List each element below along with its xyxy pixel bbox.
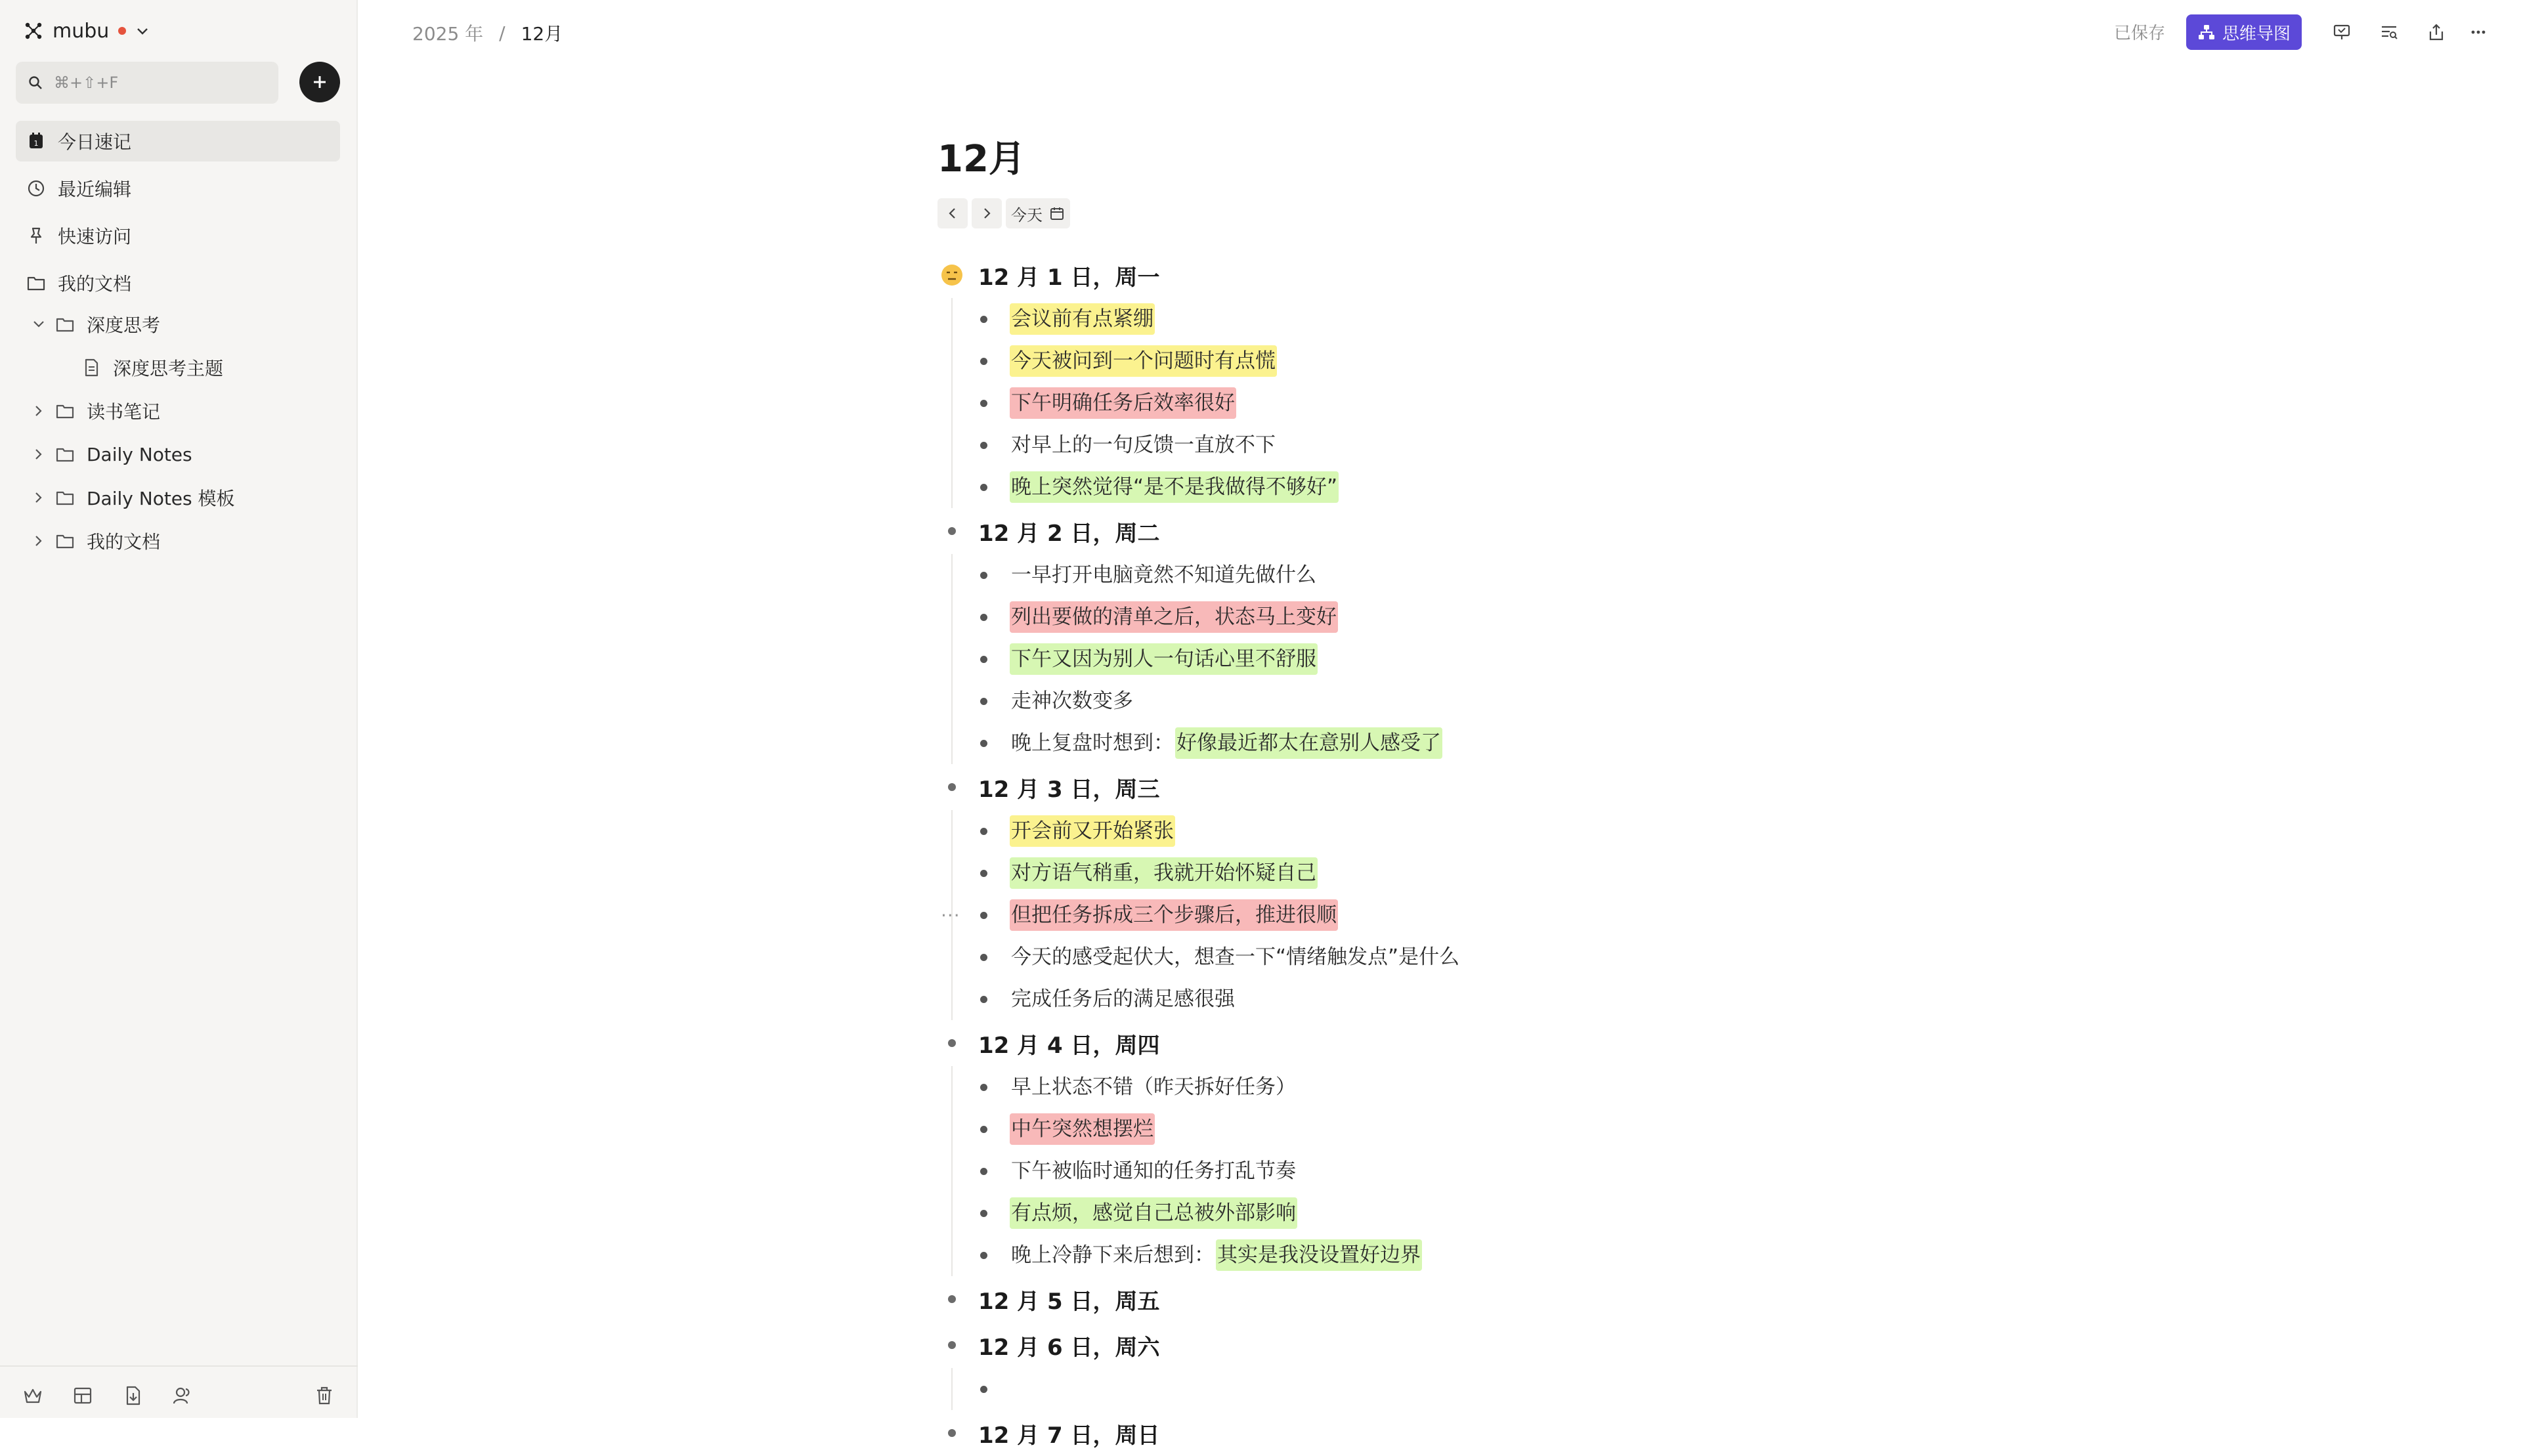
bullet-icon[interactable] xyxy=(980,1168,987,1175)
document-tree xyxy=(16,303,340,563)
tree-item-label: Daily Notes xyxy=(87,443,192,465)
bullet-icon[interactable] xyxy=(948,1429,956,1437)
bullet-icon[interactable] xyxy=(948,1295,956,1303)
chevron-right-icon[interactable] xyxy=(30,402,47,419)
bullet-icon[interactable] xyxy=(980,996,987,1003)
calendar-icon[interactable] xyxy=(1049,205,1065,221)
bullet-icon[interactable] xyxy=(980,1126,987,1133)
day-heading[interactable] xyxy=(937,764,1988,810)
sidebar-item-label: 今日速记 xyxy=(58,131,132,153)
bullet-icon[interactable] xyxy=(980,1252,987,1259)
list-item-highlight-text: 其实是我没设置好边界 xyxy=(1216,1239,1422,1271)
date-navigation xyxy=(937,198,1070,228)
list-item[interactable] xyxy=(972,466,1988,508)
list-item-text: 完成任务后的满足感很强 xyxy=(1011,987,1235,1011)
list-item-text: 下午明确任务后效率很好 xyxy=(1010,387,1236,419)
sidebar-item-my-documents[interactable] xyxy=(16,263,340,303)
day-heading-label: 12 月 3 日，周三 xyxy=(978,776,1160,803)
day-heading[interactable] xyxy=(937,508,1988,554)
chevron-right-icon[interactable] xyxy=(30,532,47,549)
list-item-text: 会议前有点紧绷 xyxy=(1010,303,1155,335)
drag-handle-icon[interactable]: ··· xyxy=(941,905,960,926)
list-item[interactable] xyxy=(972,298,1988,340)
list-item-text: 一早打开电脑竟然不知道先做什么 xyxy=(1011,563,1316,587)
sidebar-item-recent[interactable] xyxy=(16,168,340,209)
bullet-icon[interactable] xyxy=(980,870,987,877)
presentation-icon[interactable] xyxy=(2332,22,2352,42)
list-item-text: 今天的感受起伏大，想查一下“情绪触发点”是什么 xyxy=(1011,945,1460,969)
bullet-icon[interactable] xyxy=(980,572,987,579)
day-heading-label: 12 月 7 日，周日 xyxy=(978,1422,1160,1449)
pin-icon xyxy=(26,226,46,246)
mindmap-button[interactable] xyxy=(2186,14,2302,50)
list-item-text: 开会前又开始紧张 xyxy=(1010,815,1175,847)
list-item[interactable] xyxy=(972,1234,1988,1276)
tree-item-label: 读书笔记 xyxy=(87,401,161,423)
bullet-icon[interactable] xyxy=(980,1210,987,1217)
list-item-highlight-text: 好像最近都太在意别人感受了 xyxy=(1175,727,1442,759)
chevron-down-icon xyxy=(135,24,150,38)
breadcrumb xyxy=(412,20,563,46)
tree-item-reading-notes[interactable] xyxy=(16,390,340,432)
crown-icon[interactable] xyxy=(22,1385,43,1406)
workspace-switcher[interactable] xyxy=(24,14,150,47)
page-title[interactable]: 12月 xyxy=(937,138,1025,181)
list-item[interactable] xyxy=(972,978,1988,1020)
day-items xyxy=(951,554,1988,764)
tree-item-label: 深度思考主题 xyxy=(113,358,224,379)
day-heading-label: 12 月 4 日，周四 xyxy=(978,1032,1160,1059)
list-item-text: 走神次数变多 xyxy=(1011,689,1133,713)
svg-text:1: 1 xyxy=(33,139,39,148)
document-icon xyxy=(81,358,101,377)
sidebar-item-today-notes[interactable] xyxy=(16,121,340,161)
day-heading-label: 12 月 1 日，周一 xyxy=(978,264,1160,291)
list-item-text: 早上状态不错（昨天拆好任务） xyxy=(1011,1075,1296,1099)
chevron-right-icon[interactable] xyxy=(30,446,47,463)
sidebar-item-label: 最近编辑 xyxy=(58,179,132,200)
list-item-text: 中午突然想摆烂 xyxy=(1010,1113,1155,1145)
more-options-icon[interactable] xyxy=(2468,22,2488,42)
day-heading-label: 12 月 5 日，周五 xyxy=(978,1288,1160,1315)
list-item[interactable] xyxy=(972,680,1988,722)
list-item[interactable] xyxy=(972,722,1988,764)
day-items xyxy=(941,810,1988,1020)
sidebar-item-quick-access[interactable] xyxy=(16,215,340,256)
bullet-icon[interactable] xyxy=(980,400,987,407)
list-item[interactable] xyxy=(972,1192,1988,1234)
mindmap-icon xyxy=(2197,23,2216,41)
folder-icon xyxy=(26,273,46,293)
share-icon[interactable] xyxy=(2426,22,2446,42)
bullet-icon[interactable] xyxy=(980,484,987,491)
bullet-icon[interactable] xyxy=(980,358,987,365)
chevron-left-icon xyxy=(945,205,960,221)
bullet-icon[interactable] xyxy=(980,1084,987,1091)
search-icon xyxy=(28,75,43,91)
mindmap-button-label: 思维导图 xyxy=(2222,24,2291,44)
bullet-icon[interactable] xyxy=(948,1039,956,1047)
chevron-down-icon[interactable] xyxy=(30,316,47,333)
sidebar-item-label: 我的文档 xyxy=(58,273,132,295)
day-items xyxy=(951,298,1988,508)
folder-icon xyxy=(55,314,75,334)
day-items xyxy=(951,1066,1988,1276)
list-item[interactable] xyxy=(972,810,1988,852)
day-heading-label: 12 月 2 日，周二 xyxy=(978,520,1160,547)
list-item-text: 今天被问到一个问题时有点慌 xyxy=(1010,345,1277,377)
list-item[interactable] xyxy=(972,1066,1988,1108)
tree-item-label: 深度思考 xyxy=(87,314,161,336)
mubu-logo-icon xyxy=(24,21,43,41)
bullet-icon[interactable] xyxy=(980,740,987,747)
outline-view-icon[interactable] xyxy=(2379,22,2399,42)
team-icon[interactable] xyxy=(172,1385,193,1406)
list-item-text: 但把任务拆成三个步骤后，推进很顺 xyxy=(1010,899,1338,931)
breadcrumb-year[interactable]: 2025 年 xyxy=(412,23,484,45)
bullet-icon[interactable] xyxy=(980,912,987,919)
breadcrumb-current[interactable]: 12月 xyxy=(521,23,563,45)
sidebar-nav xyxy=(16,121,340,310)
list-item-text: 对早上的一句反馈一直放不下 xyxy=(1011,433,1276,457)
outline xyxy=(937,252,1988,1456)
list-item-text: 列出要做的清单之后，状态马上变好 xyxy=(1010,601,1338,633)
day-heading[interactable] xyxy=(937,1410,1988,1456)
list-item-text: 晚上复盘时想到： xyxy=(1011,731,1174,755)
tree-item-deep-thinking[interactable] xyxy=(16,303,340,345)
bullet-icon[interactable] xyxy=(948,527,956,535)
bullet-icon[interactable] xyxy=(948,1341,956,1349)
list-item[interactable] xyxy=(972,340,1988,382)
list-item[interactable] xyxy=(972,638,1988,680)
list-item[interactable] xyxy=(972,852,1988,894)
emoji-icon[interactable] xyxy=(939,263,964,288)
chevron-right-icon xyxy=(979,205,995,221)
import-icon[interactable] xyxy=(122,1385,143,1406)
folder-icon xyxy=(55,401,75,421)
search-input[interactable] xyxy=(53,73,263,93)
list-item[interactable] xyxy=(972,1150,1988,1192)
folder-icon xyxy=(55,488,75,507)
trash-icon[interactable] xyxy=(314,1385,335,1406)
bullet-icon[interactable] xyxy=(980,316,987,323)
sidebar-footer xyxy=(0,1365,358,1405)
list-item[interactable] xyxy=(972,1368,1988,1410)
tree-item-deep-thinking-topic[interactable] xyxy=(16,347,340,389)
day-heading[interactable] xyxy=(937,1276,1988,1322)
list-item[interactable] xyxy=(972,596,1988,638)
day-heading-label: 12 月 6 日，周六 xyxy=(978,1334,1160,1361)
save-status: 已保存 xyxy=(2114,24,2166,43)
list-item-text: 对方语气稍重，我就开始怀疑自己 xyxy=(1010,857,1318,889)
bullet-icon[interactable] xyxy=(980,698,987,705)
list-item[interactable] xyxy=(972,382,1988,424)
add-document-button[interactable] xyxy=(299,62,340,102)
notification-dot xyxy=(118,27,126,35)
list-item-text: 下午被临时通知的任务打乱节奏 xyxy=(1011,1159,1296,1183)
list-item-text: 晚上突然觉得“是不是我做得不够好” xyxy=(1010,471,1339,503)
list-item[interactable] xyxy=(972,1108,1988,1150)
bullet-icon[interactable] xyxy=(980,656,987,663)
bullet-icon[interactable] xyxy=(980,614,987,621)
list-item-text: 晚上冷静下来后想到： xyxy=(1011,1243,1215,1267)
sidebar xyxy=(0,0,358,1418)
breadcrumb-separator: / xyxy=(499,22,506,44)
list-item-text: 下午又因为别人一句话心里不舒服 xyxy=(1010,643,1318,675)
bullet-icon[interactable] xyxy=(948,783,956,791)
tree-item-label: Daily Notes 模板 xyxy=(87,488,235,509)
bullet-icon[interactable] xyxy=(980,442,987,449)
bullet-icon[interactable] xyxy=(980,954,987,961)
chevron-right-icon[interactable] xyxy=(30,489,47,506)
list-item[interactable] xyxy=(941,894,1988,936)
tree-item-my-documents[interactable] xyxy=(16,520,340,562)
sidebar-item-label: 快速访问 xyxy=(58,226,132,247)
folder-icon xyxy=(55,444,75,464)
folder-icon xyxy=(55,531,75,551)
day-heading[interactable] xyxy=(937,252,1988,298)
day-heading[interactable] xyxy=(937,1322,1988,1368)
list-item[interactable] xyxy=(972,554,1988,596)
workspace-name: mubu xyxy=(53,19,110,43)
search-box[interactable] xyxy=(16,62,278,104)
bullet-icon[interactable] xyxy=(980,828,987,835)
day-heading[interactable] xyxy=(937,1020,1988,1066)
today-button[interactable] xyxy=(1006,198,1070,228)
next-date-button[interactable] xyxy=(972,198,1002,228)
list-item[interactable] xyxy=(972,424,1988,466)
bullet-icon[interactable] xyxy=(980,1386,987,1393)
today-button-label: 今天 xyxy=(1011,205,1043,225)
day-items xyxy=(951,1368,1988,1410)
previous-date-button[interactable] xyxy=(937,198,968,228)
clock-icon xyxy=(26,179,46,198)
tree-item-daily-notes-template[interactable] xyxy=(16,477,340,519)
template-icon[interactable] xyxy=(72,1385,93,1406)
list-item-text: 有点烦，感觉自己总被外部影响 xyxy=(1010,1197,1297,1229)
toolbar xyxy=(2114,14,2521,51)
tree-item-label: 我的文档 xyxy=(87,531,161,553)
plus-icon xyxy=(311,73,329,91)
tree-item-daily-notes[interactable] xyxy=(16,433,340,475)
list-item[interactable] xyxy=(972,936,1988,978)
daily-note-icon xyxy=(26,131,46,151)
